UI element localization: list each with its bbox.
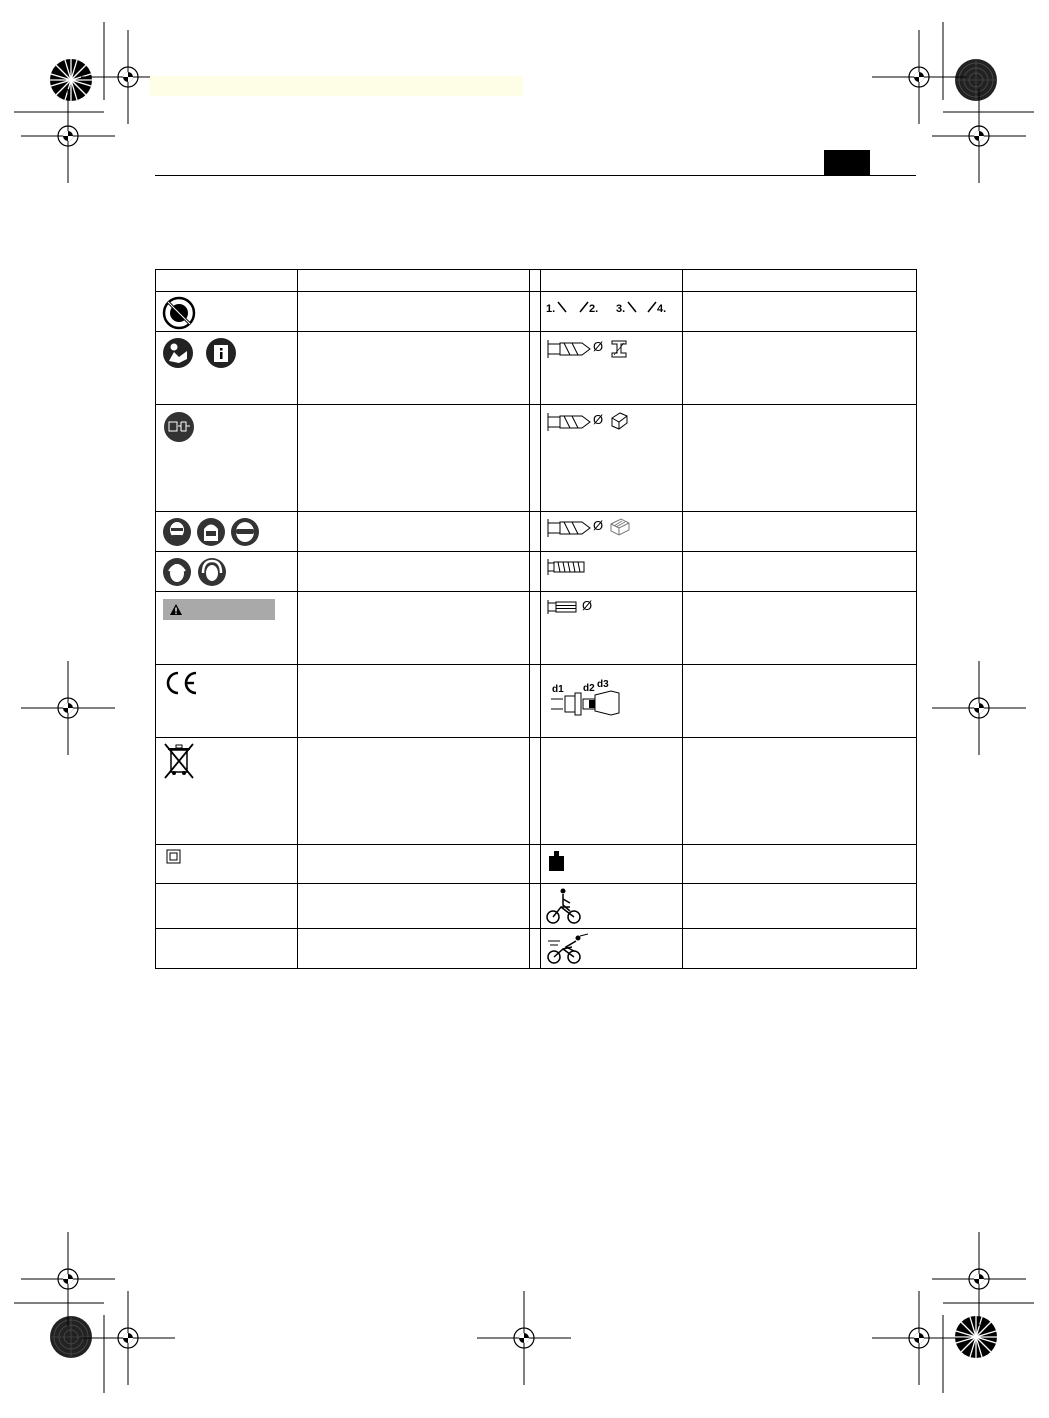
left-text-cell xyxy=(298,884,530,929)
left-text-cell xyxy=(298,292,530,332)
right-text-cell xyxy=(683,884,917,929)
right-symbol-cell xyxy=(541,665,683,738)
left-text-cell xyxy=(298,332,530,405)
chuck-dimensions-icon xyxy=(549,679,639,721)
left-text-cell xyxy=(298,738,530,845)
left-symbol-cell xyxy=(156,884,298,929)
table-row xyxy=(156,884,917,929)
right-text-cell xyxy=(683,292,917,332)
spacer-cell xyxy=(530,512,541,552)
diameter-symbol: Ø xyxy=(593,518,604,533)
header-cell xyxy=(156,270,298,292)
face-shield-icon xyxy=(196,517,226,547)
right-symbol-cell xyxy=(541,552,683,592)
left-symbol-cell xyxy=(156,405,298,512)
left-text-cell xyxy=(298,405,530,512)
spacer-cell xyxy=(530,884,541,929)
right-symbol-cell xyxy=(541,405,683,512)
svg-text:d3: d3 xyxy=(597,679,609,690)
right-symbol-cell xyxy=(541,738,683,845)
diameter-symbol: Ø xyxy=(593,339,604,354)
screw-icon xyxy=(546,557,590,577)
speed-slow-icon xyxy=(546,887,582,925)
diameter-symbol: Ø xyxy=(593,412,604,427)
spacer-cell xyxy=(530,592,541,665)
right-text-cell xyxy=(683,845,917,884)
left-symbol-cell xyxy=(156,332,298,405)
left-text-cell xyxy=(298,665,530,738)
weee-disposal-icon xyxy=(163,742,195,780)
left-symbol-cell xyxy=(156,929,298,969)
spacer-cell xyxy=(530,845,541,884)
left-text-cell xyxy=(298,929,530,969)
svg-text:2.: 2. xyxy=(589,303,599,315)
unplug-before-work-icon xyxy=(163,411,195,443)
spacer-cell xyxy=(530,929,541,969)
table-row xyxy=(156,292,917,332)
left-symbol-cell xyxy=(156,552,298,592)
left-text-cell xyxy=(298,592,530,665)
table-header-row xyxy=(156,270,917,292)
spacer-cell xyxy=(530,738,541,845)
table-row xyxy=(156,845,917,884)
left-symbol-cell xyxy=(156,665,298,738)
tool-change-sequence-icon xyxy=(546,298,676,318)
left-text-cell xyxy=(298,512,530,552)
right-text-cell xyxy=(683,929,917,969)
wood-material-icon xyxy=(608,516,632,538)
spacer-cell xyxy=(530,405,541,512)
left-text-cell xyxy=(298,552,530,592)
ce-mark-icon xyxy=(163,670,199,696)
info-book-icon xyxy=(205,337,237,369)
spacer-cell xyxy=(530,552,541,592)
svg-text:d1: d1 xyxy=(552,684,564,695)
table-row xyxy=(156,929,917,969)
table-row xyxy=(156,665,917,738)
steel-material-icon xyxy=(609,338,629,360)
spacer-cell xyxy=(530,332,541,405)
left-symbol-cell xyxy=(156,845,298,884)
right-text-cell xyxy=(683,512,917,552)
header-cell xyxy=(530,270,541,292)
header-rule xyxy=(155,175,916,176)
left-symbol-cell xyxy=(156,592,298,665)
svg-text:3.: 3. xyxy=(616,303,626,315)
spacer-cell xyxy=(530,292,541,332)
table-row xyxy=(156,332,917,405)
table-row xyxy=(156,552,917,592)
svg-text:4.: 4. xyxy=(657,303,667,315)
right-symbol-cell xyxy=(541,332,683,405)
language-tab xyxy=(824,150,870,175)
table-row xyxy=(156,405,917,512)
header-cell xyxy=(541,270,683,292)
right-text-cell xyxy=(683,332,917,405)
header-cell xyxy=(683,270,917,292)
table-row xyxy=(156,592,917,665)
left-symbol-cell xyxy=(156,738,298,845)
table-row xyxy=(156,512,917,552)
no-hand-in-machine-icon xyxy=(162,296,196,330)
warning-label xyxy=(163,599,275,620)
warning-triangle-icon xyxy=(169,603,183,616)
right-symbol-cell xyxy=(541,929,683,969)
right-text-cell xyxy=(683,552,917,592)
right-text-cell xyxy=(683,738,917,845)
right-symbol-cell xyxy=(541,292,683,332)
aluminium-material-icon xyxy=(608,410,630,432)
table-row xyxy=(156,738,917,845)
right-symbol-cell xyxy=(541,884,683,929)
safety-goggles-icon xyxy=(230,517,260,547)
protection-class-ii-icon xyxy=(166,849,182,865)
svg-text:1.: 1. xyxy=(546,303,556,315)
weight-icon xyxy=(547,849,567,873)
right-symbol-cell xyxy=(541,512,683,552)
right-text-cell xyxy=(683,592,917,665)
ear-protection-icon xyxy=(162,557,192,587)
right-text-cell xyxy=(683,665,917,738)
dust-mask-icon xyxy=(162,517,192,547)
spacer-cell xyxy=(530,665,541,738)
left-symbol-cell xyxy=(156,512,298,552)
right-symbol-cell xyxy=(541,592,683,665)
collet-diameter-icon xyxy=(546,598,580,616)
symbols-table xyxy=(155,269,917,969)
header-cell xyxy=(298,270,530,292)
right-symbol-cell xyxy=(541,845,683,884)
diameter-symbol: Ø xyxy=(582,598,593,613)
read-manual-icon xyxy=(162,337,194,369)
svg-text:d2: d2 xyxy=(583,683,595,694)
speed-fast-icon xyxy=(546,933,590,965)
left-symbol-cell xyxy=(156,292,298,332)
ear-muffs-icon xyxy=(197,557,227,587)
header-highlight xyxy=(150,76,523,96)
left-text-cell xyxy=(298,845,530,884)
right-text-cell xyxy=(683,405,917,512)
